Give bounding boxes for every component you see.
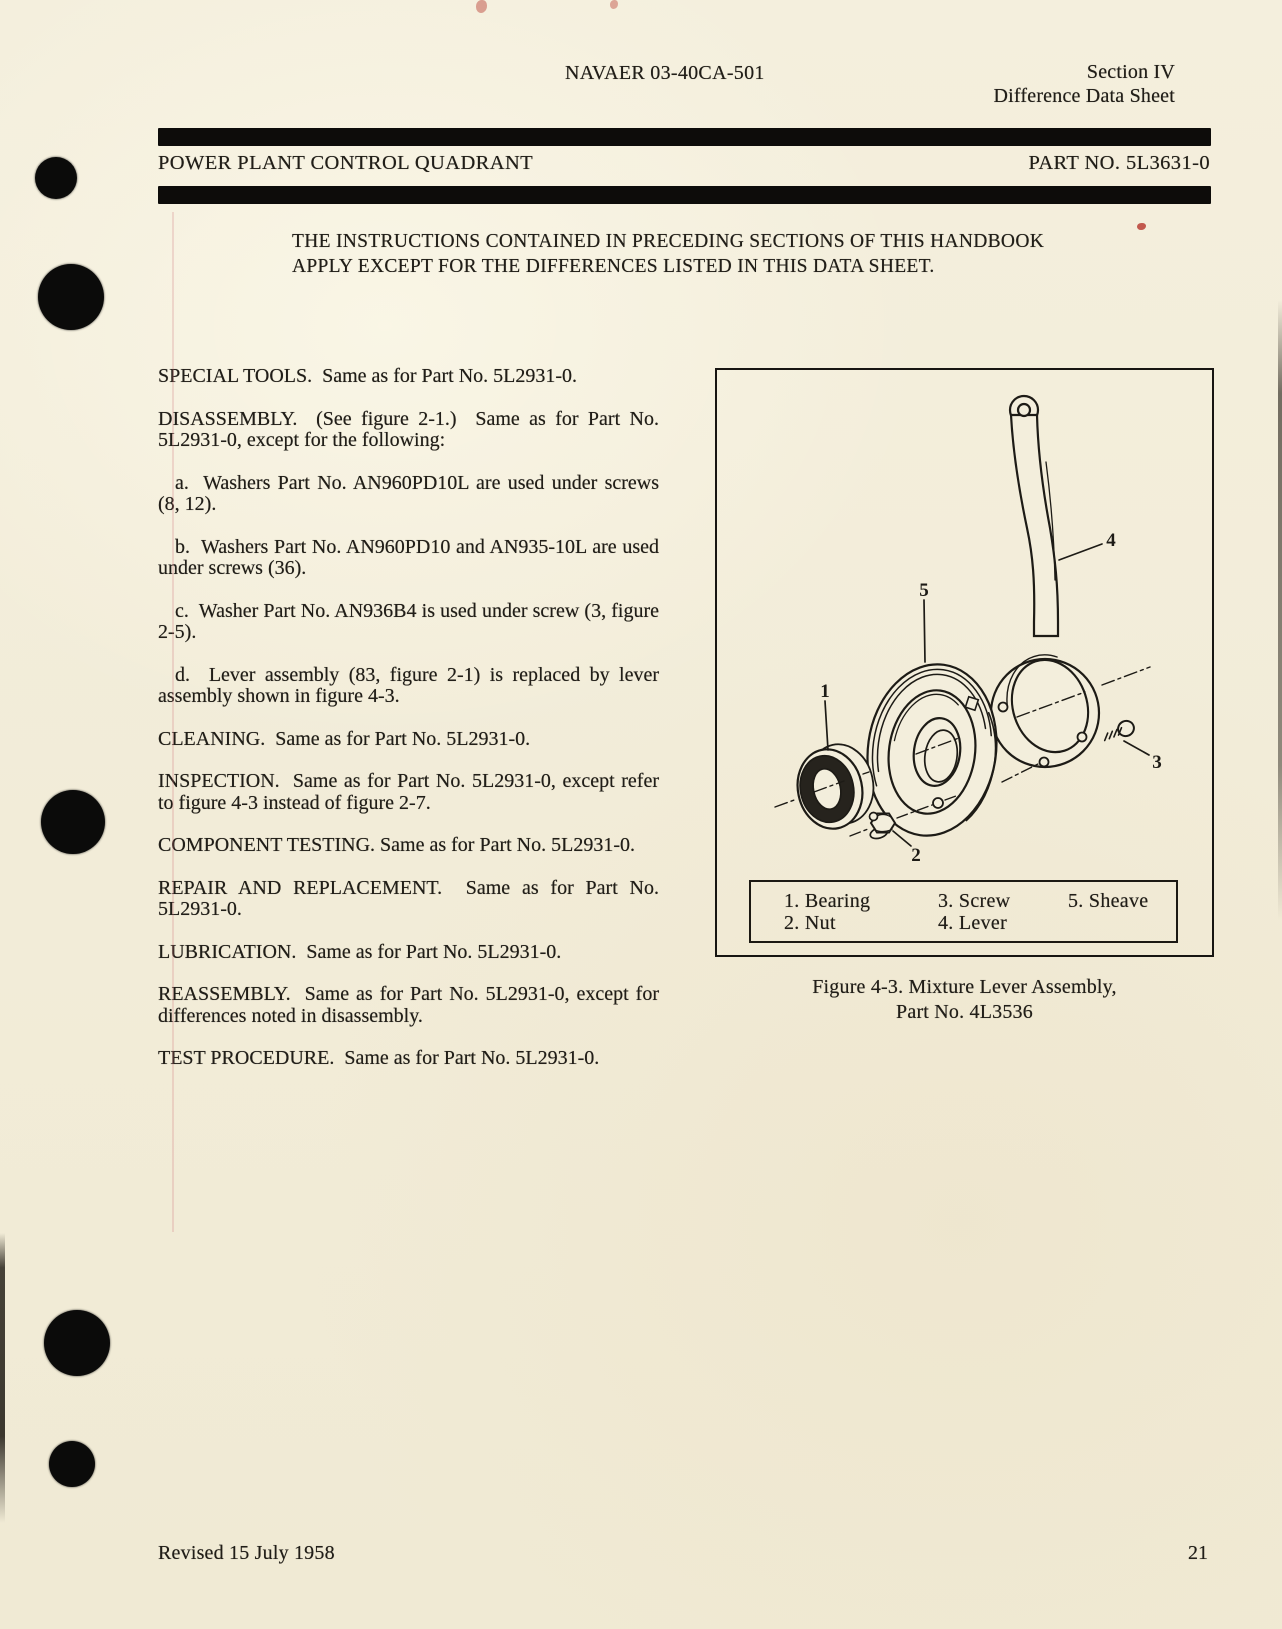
body-column <box>158 365 664 1091</box>
punch-hole <box>41 790 105 854</box>
legend-item-lever: 4. Lever <box>938 912 1008 934</box>
page-edge-shadow <box>1278 300 1282 920</box>
part-number: PART NO. 5L3631-0 <box>1028 152 1210 174</box>
section-heading <box>993 60 1175 108</box>
leader-5 <box>924 600 925 662</box>
para-reassembly: REASSEMBLY. Same as for Part No. 5L2931-0, except for differences noted in disassembly. <box>158 983 664 1027</box>
para-lubrication: LUBRICATION. Same as for Part No. 5L2931-0. <box>158 940 562 963</box>
para-component-testing: COMPONENT TESTING. Same as for Part No. 5L2931-0. <box>158 834 636 856</box>
mixture-lever-assembly-diagram <box>717 370 1211 954</box>
page-title: POWER PLANT CONTROL QUADRANT <box>158 152 534 174</box>
binding-edge-shadow <box>0 1233 5 1523</box>
lever-arm <box>1011 415 1058 636</box>
sheave-key-tab <box>965 697 978 711</box>
punch-hole <box>49 1441 95 1487</box>
para-item-c: c. Washer Part No. AN936B4 is used under screw (3, figure 2-5). <box>158 599 664 643</box>
notice-line-2: APPLY EXCEPT FOR THE DIFFERENCES LISTED IN THIS DATA SHEET. <box>292 256 935 277</box>
revision-note: Revised 15 July 1958 <box>158 1542 335 1564</box>
nut-stud-tip <box>870 813 878 821</box>
figure-caption <box>715 975 1214 1024</box>
legend-item-bearing: 1. Bearing <box>784 890 871 912</box>
sheave-stud-hole <box>933 798 943 808</box>
para-cleaning: CLEANING. Same as for Part No. 5L2931-0. <box>158 727 531 750</box>
title-row <box>158 152 1210 175</box>
para-item-d: d. Lever assembly (83, figure 2-1) is replaced by lever assembly shown in figure 4-3. <box>158 663 664 707</box>
lever-flange-hole-left <box>999 703 1008 712</box>
para-special-tools: SPECIAL TOOLS. Same as for Part No. 5L2931-0. <box>158 365 578 387</box>
callout-5: 5 <box>919 580 929 601</box>
notice-line-1: THE INSTRUCTIONS CONTAINED IN PRECEDING SECTIONS OF THIS HANDBOOK <box>292 231 1045 252</box>
leader-1 <box>825 701 828 750</box>
margin-crease-line <box>172 212 174 1232</box>
page-number: 21 <box>1188 1542 1208 1564</box>
section-label: Section IV <box>1086 61 1175 83</box>
ink-speck <box>610 0 618 9</box>
punch-hole <box>35 157 77 199</box>
legend-item-sheave: 5. Sheave <box>1068 890 1149 912</box>
section-subtitle: Difference Data Sheet <box>993 85 1175 107</box>
para-item-b: b. Washers Part No. AN960PD10 and AN935-10L are used under screws (36). <box>158 535 664 579</box>
callout-3: 3 <box>1152 752 1162 773</box>
ink-speck <box>476 0 487 13</box>
legend-item-screw: 3. Screw <box>938 890 1011 912</box>
para-test-procedure: TEST PROCEDURE. Same as for Part No. 5L2931-0. <box>158 1047 600 1069</box>
leader-4 <box>1059 544 1102 560</box>
lever-flange-hole-bottom <box>1040 758 1049 767</box>
notice-block <box>292 229 1082 279</box>
callout-1: 1 <box>820 681 830 702</box>
para-disassembly: DISASSEMBLY. (See figure 2-1.) Same as for Part No. 5L2931-0, except for the following: <box>158 407 664 451</box>
ink-speck <box>1137 223 1146 230</box>
punch-hole <box>38 264 104 330</box>
figure-4-3-frame <box>715 368 1214 957</box>
legend-item-nut: 2. Nut <box>784 912 836 934</box>
top-rule-bar <box>158 128 1211 146</box>
para-repair-replacement: REPAIR AND REPLACEMENT. Same as for Part No. 5L2931-0. <box>158 876 664 920</box>
figure-caption-line-1: Figure 4-3. Mixture Lever Assembly, <box>812 976 1117 998</box>
callout-2: 2 <box>911 845 921 866</box>
para-item-a: a. Washers Part No. AN960PD10L are used under screws (8, 12). <box>158 471 664 515</box>
figure-caption-line-2: Part No. 4L3536 <box>896 1000 1033 1023</box>
lever-top-hole <box>1018 404 1030 416</box>
figure-legend <box>749 880 1178 943</box>
leader-2 <box>893 831 911 846</box>
punch-hole <box>44 1310 110 1376</box>
bottom-rule-bar <box>158 186 1211 204</box>
para-inspection: INSPECTION. Same as for Part No. 5L2931-0, except refer to figure 4-3 instead of figure 2-7. <box>158 770 664 814</box>
callout-4: 4 <box>1106 530 1116 551</box>
document-number: NAVAER 03-40CA-501 <box>565 62 765 84</box>
callout-leader-lines <box>825 544 1149 846</box>
leader-3 <box>1124 741 1149 755</box>
lever-flange-hole-right <box>1078 733 1087 742</box>
